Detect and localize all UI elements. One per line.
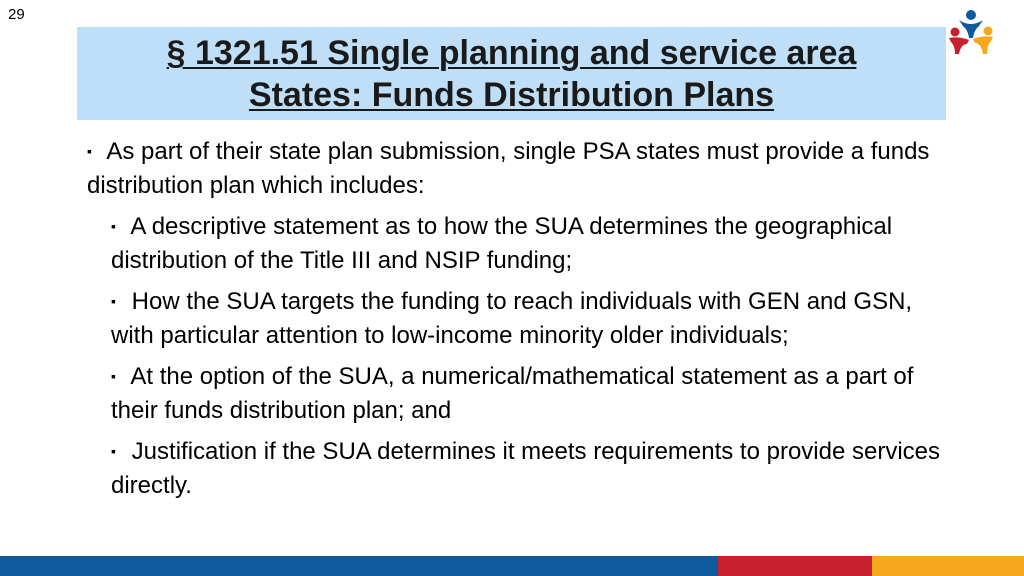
subbullet-item — [111, 434, 947, 503]
slide-title-line-1: § 1321.51 Single planning and service area — [166, 33, 857, 72]
title-banner — [77, 27, 946, 120]
bullet-square-icon: ▪ — [111, 368, 116, 384]
slide-number: 29 — [8, 6, 25, 23]
subbullet-item — [111, 209, 947, 278]
subbullet-text: How the SUA targets the funding to reach individuals with GEN and GSN, with particular attention to low-income minority older individuals; — [111, 288, 913, 349]
footer-blue-segment — [0, 556, 718, 576]
subbullet-text: Justification if the SUA determines it meets requirements to provide services directly. — [111, 438, 941, 499]
subbullet-item — [111, 284, 947, 353]
footer-red-segment — [718, 556, 872, 576]
bullet-square-icon: ▪ — [87, 143, 92, 159]
subbullet-text: A descriptive statement as to how the SUA determines the geographical distribution of the Title III and NSIP funding; — [111, 213, 893, 274]
bullet-square-icon: ▪ — [111, 443, 116, 459]
footer-color-bar — [0, 556, 1024, 576]
bullet-square-icon: ▪ — [111, 218, 116, 234]
bullet-text: As part of their state plan submission, single PSA states must provide a funds distribution plan which includes: — [87, 138, 930, 199]
subbullet-text: At the option of the SUA, a numerical/mathematical statement as a part of their funds distribution plan; and — [111, 363, 914, 424]
subbullet-item — [111, 359, 947, 428]
bullet-item — [87, 134, 947, 203]
slide-title-line-2: States: Funds Distribution Plans — [248, 75, 775, 114]
slide-body — [87, 134, 947, 509]
people-figures-logo-icon — [945, 8, 997, 58]
footer-orange-segment — [872, 556, 1024, 576]
bullet-square-icon: ▪ — [111, 293, 116, 309]
